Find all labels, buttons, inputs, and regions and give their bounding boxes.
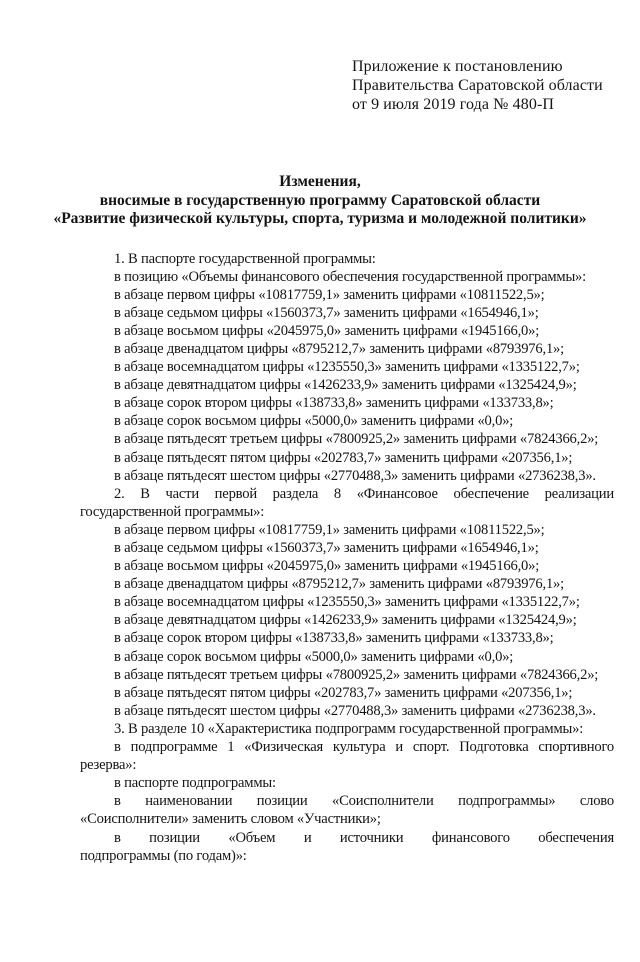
title-line: «Развитие физической культуры, спорта, туризма и молодежной политики»: [53, 210, 587, 227]
body-line: в абзаце первом цифры «10817759,1» заменить цифрами «10811522,5»;: [114, 521, 545, 538]
body-line: в абзаце сорок восьмом цифры «5000,0» заменить цифрами «0,0»;: [114, 648, 514, 665]
body-line: 1. В паспорте государственной программы:: [114, 250, 376, 267]
approval-header: [352, 57, 640, 114]
header-line: Приложение к постановлению: [352, 58, 563, 75]
header-line: от 9 июля 2019 года № 480-П: [352, 96, 555, 113]
body-line: в абзаце пятьдесят третьем цифры «7800925,2» заменить цифрами «7824366,2»;: [114, 666, 599, 683]
body-line: 2. В части первой раздела 8 «Финансовое обеспечение реализации: [114, 485, 614, 502]
body-line: в абзаце двенадцатом цифры «8795212,7» заменить цифрами «8793976,1»;: [114, 576, 565, 593]
document-body: [80, 250, 614, 865]
body-line: в абзаце первом цифры «10817759,1» заменить цифрами «10811522,5»;: [114, 286, 545, 303]
body-line: государственной программы»:: [80, 503, 265, 520]
body-line: в абзаце пятьдесят шестом цифры «2770488,3» заменить цифрами «2736238,3».: [114, 467, 596, 484]
body-line: подпрограммы (по годам)»:: [80, 847, 247, 864]
body-line: в абзаце сорок втором цифры «138733,8» заменить цифрами «133733,8»;: [114, 630, 554, 647]
body-line: в абзаце сорок восьмом цифры «5000,0» заменить цифрами «0,0»;: [114, 413, 514, 430]
body-line: резерва»:: [80, 757, 137, 774]
title-line: вносимые в государственную программу Саратовской области: [99, 191, 541, 209]
body-line: в абзаце пятьдесят пятом цифры «202783,7» заменить цифрами «207356,1»;: [114, 684, 573, 701]
body-line: в абзаце восьмом цифры «2045975,0» заменить цифрами «1945166,0»;: [114, 558, 540, 575]
body-line: в подпрограмме 1 «Физическая культура и спорт. Подготовка спортивного: [114, 739, 614, 756]
body-line: «Соисполнители» заменить словом «Участники»;: [80, 811, 381, 828]
document-page: [0, 57, 640, 962]
body-line: в позицию «Объемы финансового обеспечения государственной программы»:: [114, 268, 587, 285]
document-title: [0, 173, 640, 229]
title-line: Изменения,: [279, 173, 361, 190]
body-line: в наименовании позиции «Соисполнители подпрограммы» слово: [114, 793, 614, 810]
body-line: в абзаце восьмом цифры «2045975,0» заменить цифрами «1945166,0»;: [114, 322, 540, 339]
body-line: в абзаце седьмом цифры «1560373,7» заменить цифрами «1654946,1»;: [114, 304, 539, 321]
body-line: в абзаце седьмом цифры «1560373,7» заменить цифрами «1654946,1»;: [114, 540, 539, 556]
body-line: в позиции «Объем и источники финансового обеспечения: [114, 829, 614, 846]
body-line: 3. В разделе 10 «Характеристика подпрограмм государственной программы»:: [114, 720, 584, 737]
body-line: в абзаце девятнадцатом цифры «1426233,9» заменить цифрами «1325424,9»;: [114, 612, 577, 629]
body-line: в абзаце девятнадцатом цифры «1426233,9» заменить цифрами «1325424,9»;: [114, 377, 577, 394]
body-line: в абзаце восемнадцатом цифры «1235550,3» заменить цифрами «1335122,7»;: [114, 594, 580, 611]
header-line: Правительства Саратовской области: [352, 77, 603, 94]
body-line: в абзаце восемнадцатом цифры «1235550,3» заменить цифрами «1335122,7»;: [114, 359, 580, 376]
body-line: в паспорте подпрограммы:: [114, 775, 276, 792]
body-line: в абзаце пятьдесят шестом цифры «2770488,3» заменить цифрами «2736238,3».: [114, 702, 596, 719]
body-line: в абзаце пятьдесят пятом цифры «202783,7» заменить цифрами «207356,1»;: [114, 449, 573, 466]
body-line: в абзаце двенадцатом цифры «8795212,7» заменить цифрами «8793976,1»;: [114, 340, 565, 357]
body-line: в абзаце пятьдесят третьем цифры «7800925,2» заменить цифрами «7824366,2»;: [114, 431, 599, 448]
body-line: в абзаце сорок втором цифры «138733,8» заменить цифрами «133733,8»;: [114, 395, 554, 412]
